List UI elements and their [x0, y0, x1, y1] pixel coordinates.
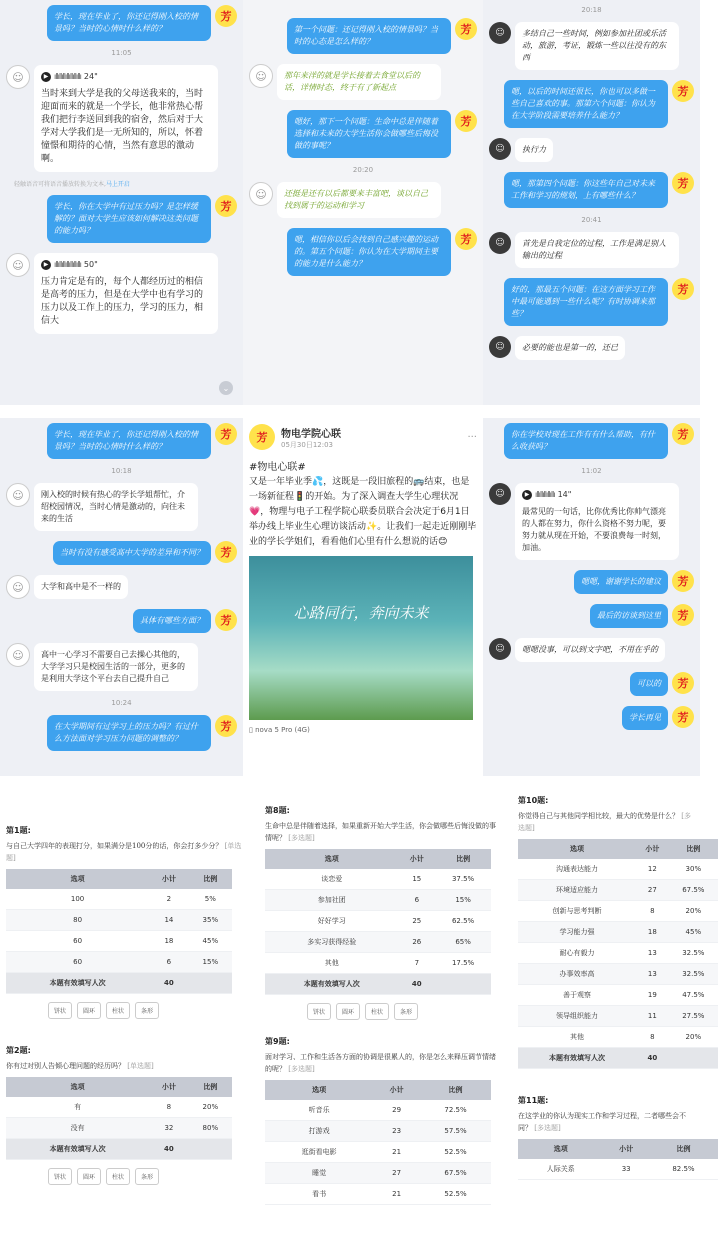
weibo-post	[243, 418, 483, 776]
other-avatar[interactable]: ☺	[6, 643, 30, 667]
table-row: 60 6 15%	[6, 952, 232, 973]
col-option[interactable]: 选项	[6, 1077, 149, 1097]
post-body: 又是一年毕业季💦，这既是一段旧旅程的🚌结束，也是一场新征程🚦的开始。为了深入调查大学生心理状况💗，物理与电子工程学院心联委员联合会决定于6月1日举办线上毕业生心理访谈活动✨。让我们一起走近刚刚毕业的学长学姐们，看看他们心里有什么想说的话😊	[249, 477, 477, 547]
message-row	[489, 672, 694, 696]
chart-toolbar	[48, 1002, 250, 1019]
my-avatar[interactable]: 芳	[672, 706, 694, 728]
col-ratio: 比例	[189, 869, 232, 889]
my-avatar[interactable]: 芳	[455, 110, 477, 132]
question-title: 第1题:	[6, 826, 31, 835]
message-bubble: 那年来洋的就是学长接着去食堂以后的话，详情时态，终于有了新起点	[277, 64, 441, 100]
question-title: 第9题:	[265, 1037, 290, 1046]
col-count[interactable]: 小计	[149, 1077, 188, 1097]
question-11	[512, 1095, 700, 1180]
waveform-icon: ıllıllıllıllıllı	[535, 490, 555, 499]
voice-message-bubble[interactable]	[515, 483, 679, 560]
message-row	[249, 182, 477, 218]
message-row	[489, 638, 694, 662]
other-avatar[interactable]: ☺	[6, 575, 30, 599]
my-avatar[interactable]: 芳	[215, 5, 237, 27]
col-option[interactable]: 选项	[6, 869, 149, 889]
question-title: 第10题:	[518, 796, 549, 805]
pie-chart-button[interactable]: 饼状	[48, 1168, 72, 1185]
message-row	[489, 604, 694, 628]
table-row: 没有 32 80%	[6, 1118, 232, 1139]
message-bubble: 必要的能也是第一的，还已	[515, 336, 625, 360]
enable-link[interactable]: 马上开启	[105, 181, 130, 188]
voice-transcript: 压力肯定是有的，每个人都经历过的相信是高考的压力，但是在大学中也有学习的压力以及工作上的压力，学习的压力，相信大	[41, 277, 204, 326]
table-row: 睡觉 27 67.5%	[265, 1163, 491, 1184]
message-row	[249, 18, 477, 54]
post-date: 05月30日12:03	[281, 440, 333, 449]
message-bubble: 具体有哪些方面？	[133, 609, 211, 633]
other-avatar[interactable]: ☺	[489, 336, 511, 358]
question-1	[0, 825, 250, 1019]
message-row	[489, 570, 694, 594]
message-bubble: 第一个问题：还记得刚入校的情景吗？当时的心态是怎么样的？	[287, 18, 451, 54]
table-row: 80 14 35%	[6, 910, 232, 931]
post-device: ▯ nova 5 Pro (4G)	[249, 726, 310, 734]
timestamp: 11:05	[111, 49, 132, 57]
post-image-text: 心路同行，奔向未来	[293, 604, 429, 622]
phone-icon: ▯	[249, 726, 256, 734]
my-avatar[interactable]: 芳	[672, 570, 694, 592]
message-bubble: 你在学校对现在工作有有什么帮助，有什么收获吗？	[504, 423, 668, 459]
message-row	[489, 80, 694, 128]
message-bubble: 最后的访谈到这里	[590, 604, 668, 628]
message-row	[6, 541, 237, 565]
result-table	[518, 839, 718, 1069]
col-count[interactable]: 小计	[373, 1080, 420, 1100]
other-avatar[interactable]: ☺	[6, 483, 30, 507]
table-row: 参加社团 6 15%	[265, 890, 491, 911]
message-bubble: 嗯，以后的时间还很长，你也可以多做一些自己喜欢的事。那第六个问题：你认为在大学阶段需要培养什么能力？	[504, 80, 668, 128]
play-icon[interactable]: ▶	[522, 490, 532, 500]
message-bubble: 嗯嗯，谢谢学长的建议	[574, 570, 668, 594]
chat-panel-2	[243, 0, 483, 405]
message-bubble: 刚入校的时候有热心的学长学姐帮忙，介绍校园情况，当时心情是激动的，向往未来的生活	[34, 483, 198, 531]
voice-message-bubble[interactable]	[34, 65, 218, 172]
col-ratio: 比例	[669, 839, 718, 859]
hbar-chart-button[interactable]: 条形	[135, 1002, 159, 1019]
my-avatar[interactable]: 芳	[672, 172, 694, 194]
table-row: 领导组织能力 11 27.5%	[518, 1006, 718, 1027]
col-option[interactable]: 选项	[265, 849, 398, 869]
message-row	[249, 64, 477, 100]
timestamp: 10:24	[111, 699, 132, 707]
voice-duration: 14"	[557, 490, 572, 499]
total-row: 本题有效填写人次 40	[265, 974, 491, 995]
hbar-chart-button[interactable]: 条形	[394, 1003, 418, 1020]
table-row: 学习能力强 18 45%	[518, 922, 718, 943]
col-ratio: 比例	[649, 1139, 718, 1159]
table-row: 有 8 20%	[6, 1097, 232, 1118]
table-row: 人际关系 33 82.5%	[518, 1159, 718, 1180]
col-count[interactable]: 小计	[149, 869, 188, 889]
table-row: 谈恋爱 15 37.5%	[265, 869, 491, 890]
result-table	[6, 1077, 232, 1160]
message-bubble: 当时有没有感受高中大学的差异和不同？	[53, 541, 211, 565]
table-row: 环境适应能力 27 67.5%	[518, 880, 718, 901]
message-row	[6, 483, 237, 531]
question-text: 面对学习、工作和生活各方面的协调是很累人的，你是怎么来释压调节情绪的呢？ [多选题]	[265, 1053, 496, 1073]
donut-chart-button[interactable]: 圆环	[77, 1002, 101, 1019]
other-avatar[interactable]: ☺	[6, 253, 30, 277]
survey-column-3	[512, 785, 705, 1255]
question-10	[512, 795, 705, 1069]
other-avatar[interactable]: ☺	[489, 232, 511, 254]
result-table	[6, 869, 232, 994]
message-row	[6, 423, 237, 459]
voice-transcript: 当时来到大学是我的父母送我来的，当时迎面而来的就是一个学长，他非常热心帮我们把行李送回到我的宿舍，然后对于大学对大学我们是一无所知的，所以，怀着憧憬和期待的心情，当然有意思的激动啊。	[41, 89, 204, 164]
my-avatar[interactable]: 芳	[672, 423, 694, 445]
result-table	[518, 1139, 718, 1180]
my-avatar[interactable]: 芳	[215, 195, 237, 217]
chat-panel-6	[483, 418, 700, 776]
table-row: 其他 7 17.5%	[265, 953, 491, 974]
message-bubble: 高中一心学习不需要自己去操心其他的，大学学习只是校园生活的一部分，更多的是利用大学这个平台去自己提升自己	[34, 643, 198, 691]
table-row: 耐心有毅力 13 32.5%	[518, 943, 718, 964]
play-icon[interactable]: ▶	[41, 260, 51, 270]
col-ratio: 比例	[435, 849, 491, 869]
voice-transcript: 最常见的一句话，比你优秀比你帅气漂亮的人都在努力，你什么资格不努力呢，要努力就从现在开始，不要浪费每一时刻，加油。	[522, 507, 666, 552]
question-text: 在这学业的你认为现实工作和学习过程，二者哪些会不同？ [多选题]	[518, 1112, 686, 1132]
table-row: 沟通表达能力 12 30%	[518, 859, 718, 880]
my-avatar[interactable]: 芳	[215, 715, 237, 737]
question-2	[0, 1045, 250, 1185]
chat-panel-1	[0, 0, 243, 405]
table-row: 善于观察 19 47.5%	[518, 985, 718, 1006]
survey-column-1	[0, 815, 250, 1255]
other-avatar[interactable]: ☺	[249, 182, 273, 206]
table-row: 听音乐 29 72.5%	[265, 1100, 491, 1121]
voice-duration: 50"	[83, 260, 98, 269]
voice-hint: 轻触语音可将语音播放转换为文本,马上开启	[14, 181, 130, 188]
message-row	[489, 706, 694, 730]
my-avatar[interactable]: 芳	[672, 278, 694, 300]
total-row: 本题有效填写人次 40	[518, 1048, 718, 1069]
message-row	[6, 65, 237, 172]
post-header	[249, 424, 477, 450]
bar-chart-button[interactable]: 柱状	[365, 1003, 389, 1020]
message-bubble: 嗯嗯没事，可以到文字吧，不用在乎的	[515, 638, 665, 662]
other-avatar[interactable]: ☺	[489, 22, 511, 44]
message-bubble: 嗯，相信你以后会找到自己感兴趣的运动的。第五个问题：你认为在大学期间主要的能力是什么能力？	[287, 228, 451, 276]
other-avatar[interactable]: ☺	[489, 638, 511, 660]
pie-chart-button[interactable]: 饼状	[48, 1002, 72, 1019]
col-option[interactable]: 选项	[518, 1139, 603, 1159]
chart-toolbar	[307, 1003, 504, 1020]
col-ratio: 比例	[189, 1077, 232, 1097]
question-title: 第8题:	[265, 806, 290, 815]
total-row: 本题有效填写人次 40	[6, 973, 232, 994]
other-avatar[interactable]: ☺	[489, 483, 511, 505]
total-row: 本题有效填写人次 40	[6, 1139, 232, 1160]
other-avatar[interactable]: ☺	[249, 64, 273, 88]
table-row: 打游戏 23 57.5%	[265, 1121, 491, 1142]
col-ratio: 比例	[420, 1080, 491, 1100]
message-row	[489, 172, 694, 208]
donut-chart-button[interactable]: 圆环	[77, 1168, 101, 1185]
message-bubble: 好的，那最五个问题：在这方面学习工作中最可能遇到一些什么呢？有时协调来那些？	[504, 278, 668, 326]
message-bubble: 学长，现在毕业了，你还记得刚入校的情景吗？当时的心情时什么样的？	[47, 5, 211, 41]
my-avatar[interactable]: 芳	[672, 604, 694, 626]
scroll-down-icon[interactable]: ⌄	[219, 381, 233, 395]
message-row	[249, 110, 477, 158]
voice-message-bubble[interactable]	[34, 253, 218, 334]
question-8	[259, 805, 504, 1020]
my-avatar[interactable]: 芳	[672, 672, 694, 694]
message-bubble: 学长，现在毕业了，你还记得刚入校的情景吗？当时的心情时什么样的？	[47, 423, 211, 459]
message-row	[6, 5, 237, 41]
bar-chart-button[interactable]: 柱状	[106, 1002, 130, 1019]
message-row	[6, 253, 237, 334]
play-icon[interactable]: ▶	[41, 72, 51, 82]
question-text: 与自己大学四年的表现打分，如果满分是100分的话，你会打多少分？ [单选题]	[6, 842, 242, 862]
post-image[interactable]	[249, 556, 473, 720]
chat-panel-3	[483, 0, 700, 405]
col-count[interactable]: 小计	[398, 849, 435, 869]
question-9	[259, 1036, 504, 1205]
message-bubble: 执行力	[515, 138, 553, 162]
timestamp: 20:18	[581, 6, 602, 14]
timestamp: 20:41	[581, 216, 602, 224]
table-row: 60 18 45%	[6, 931, 232, 952]
table-row: 办事效率高 13 32.5%	[518, 964, 718, 985]
message-row	[249, 228, 477, 276]
message-row	[6, 609, 237, 633]
post-author-name[interactable]: 物电学院心联	[281, 428, 341, 440]
post-hashtag[interactable]: #物电心联#	[249, 462, 306, 473]
more-icon[interactable]: ···	[467, 431, 477, 443]
table-row: 其他 8 20%	[518, 1027, 718, 1048]
table-row: 100 2 5%	[6, 889, 232, 910]
message-bubble: 首先是自我定位的过程，工作是满足别人输出的过程	[515, 232, 679, 268]
survey-column-2	[259, 795, 504, 1255]
message-row	[6, 195, 237, 243]
voice-bar[interactable]	[41, 259, 211, 271]
post-author-avatar[interactable]: 芳	[249, 424, 275, 450]
other-avatar[interactable]: ☺	[6, 65, 30, 89]
message-row	[489, 423, 694, 459]
waveform-icon: ıllıllıllıllıllıllıllı	[54, 72, 81, 81]
table-row: 多实习获得经验 26 65%	[265, 932, 491, 953]
timestamp: 10:18	[111, 467, 132, 475]
table-row: 创新与思考判断 8 20%	[518, 901, 718, 922]
donut-chart-button[interactable]: 圆环	[336, 1003, 360, 1020]
message-row	[489, 336, 694, 360]
question-text: 你觉得自己与其他同学相比较，最大的优势是什么？ [多选题]	[518, 812, 691, 832]
timestamp: 11:02	[581, 467, 602, 475]
message-bubble: 学长再见	[622, 706, 668, 730]
my-avatar[interactable]: 芳	[672, 80, 694, 102]
col-option[interactable]: 选项	[518, 839, 636, 859]
result-table	[265, 849, 491, 995]
timestamp: 20:20	[352, 166, 374, 174]
question-title: 第11题:	[518, 1096, 549, 1105]
message-row	[6, 643, 237, 691]
my-avatar[interactable]: 芳	[455, 228, 477, 250]
question-text: 生命中总是伴随着选择，如果重新开始大学生活，你会做哪些后悔没做的事情呢？ [多选题]	[265, 822, 496, 842]
voice-bar[interactable]	[41, 71, 211, 83]
chart-toolbar	[48, 1168, 250, 1185]
hbar-chart-button[interactable]: 条形	[135, 1168, 159, 1185]
message-row	[6, 575, 237, 599]
message-bubble: 多结自己一些时间，例如参加社团或乐活动，旅游，考证，锻炼一些以往没有的东西	[515, 22, 679, 70]
other-avatar[interactable]: ☺	[489, 138, 511, 160]
message-bubble: 在大学期间有过学习上的压力吗？有过什么方法面对学习压力问题的调整的？	[47, 715, 211, 751]
waveform-icon: ıllıllıllıllıllıllıllı	[54, 260, 81, 269]
my-avatar[interactable]: 芳	[215, 423, 237, 445]
my-avatar[interactable]: 芳	[215, 609, 237, 631]
table-row: 逛街看电影 21 52.5%	[265, 1142, 491, 1163]
table-row: 好好学习 25 62.5%	[265, 911, 491, 932]
message-bubble: 大学和高中是不一样的	[34, 575, 128, 599]
message-row	[6, 715, 237, 751]
col-count[interactable]: 小计	[636, 839, 669, 859]
message-row	[489, 232, 694, 268]
message-bubble: 还挺是还有以后都要来丰富吧，谈以自己找到属于的运动和学习	[277, 182, 441, 218]
message-bubble: 嗯，那第四个问题：你这些年自己对未来工作和学习的规划，上有哪些什么？	[504, 172, 668, 208]
voice-bar[interactable]	[522, 489, 672, 501]
message-row	[489, 138, 694, 162]
message-row	[489, 483, 694, 560]
pie-chart-button[interactable]: 饼状	[307, 1003, 331, 1020]
message-row	[489, 22, 694, 70]
message-bubble: 可以的	[630, 672, 668, 696]
message-bubble: 嗯好，那下一个问题：生命中总是伴随着选择和未来的大学生活你会做哪些后悔没做的事呢？	[287, 110, 451, 158]
my-avatar[interactable]: 芳	[455, 18, 477, 40]
message-bubble: 学长，你在大学中有过压力吗？是怎样缓解的？面对大学生应该如何解决这类问题的能力吗？	[47, 195, 211, 243]
my-avatar[interactable]: 芳	[215, 541, 237, 563]
bar-chart-button[interactable]: 柱状	[106, 1168, 130, 1185]
voice-duration: 24"	[83, 72, 98, 81]
col-option[interactable]: 选项	[265, 1080, 373, 1100]
chat-panel-4	[0, 418, 243, 776]
question-title: 第2题:	[6, 1046, 31, 1055]
col-count[interactable]: 小计	[603, 1139, 649, 1159]
result-table	[265, 1080, 491, 1205]
table-row: 看书 21 52.5%	[265, 1184, 491, 1205]
message-row	[489, 278, 694, 326]
question-text: 你有过对别人告倾心理问题的经历吗？ [单选题]	[6, 1062, 154, 1070]
